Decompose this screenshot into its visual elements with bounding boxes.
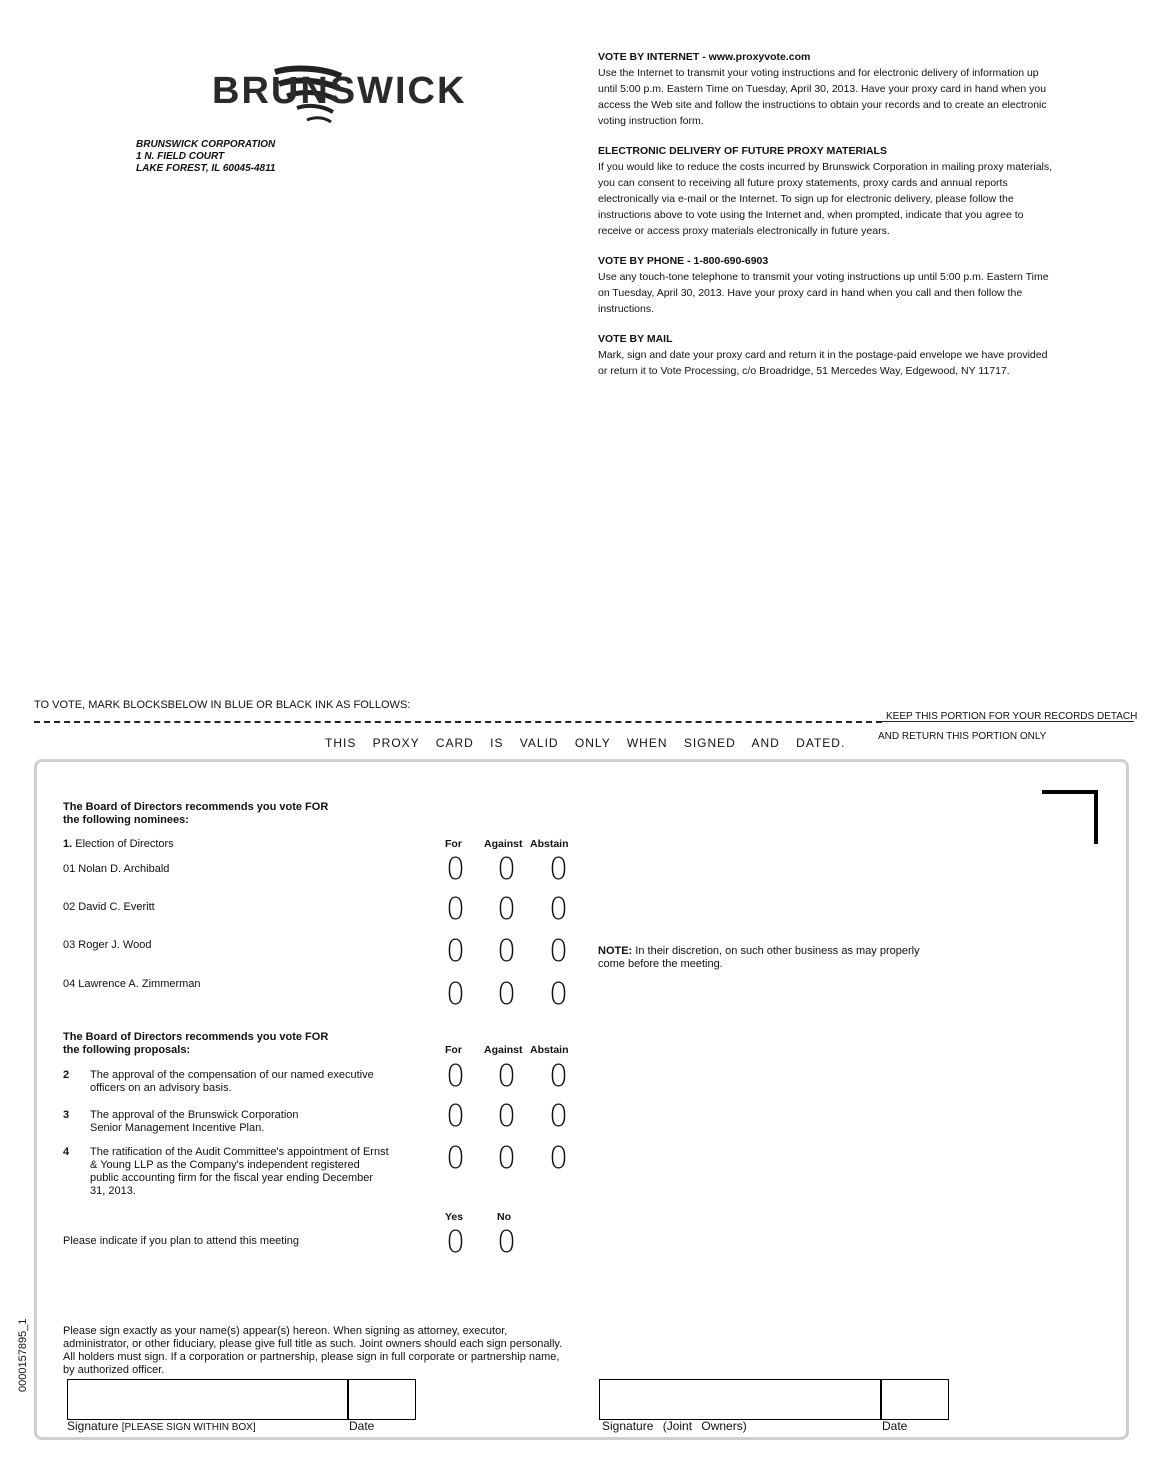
proposal-4-for-circle[interactable]: 0 bbox=[446, 1141, 466, 1176]
proposal-3-number: 3 bbox=[63, 1109, 70, 1121]
proposal-3-abstain-circle[interactable]: 0 bbox=[549, 1099, 569, 1134]
col-against-proposals: Against bbox=[484, 1044, 523, 1056]
nominee-1-against-circle[interactable]: 0 bbox=[497, 852, 517, 887]
vote-phone-section: VOTE BY PHONE - 1-800-690-6903 Use any touch-tone telephone to transmit your voting instructions up until 5:00 p.m. Eastern Time on Tuesday, April 30, 2013. Have your proxy card in hand when you call and then follow the instructions. bbox=[598, 255, 1049, 315]
nominee-2: 02 David C. Everitt bbox=[63, 901, 155, 913]
col-yes: Yes bbox=[445, 1211, 464, 1223]
detach-line bbox=[34, 721, 882, 723]
nominee-3-for-circle[interactable]: 0 bbox=[446, 934, 466, 969]
nominee-3-abstain-circle[interactable]: 0 bbox=[549, 934, 569, 969]
sign-instructions: Please sign exactly as your name(s) appear(s) hereon. When signing as attorney, executor, administrator, or other fiduciary, please give full title as such. Joint owners should each sign personally. All holders must sign. If a corporation or partnership, please sign in full corporate or partnership name, by authorized officer. bbox=[63, 1325, 563, 1376]
control-number: 0000157895_1 bbox=[17, 1318, 29, 1392]
col-no: No bbox=[497, 1211, 511, 1223]
vote-instructions bbox=[598, 49, 1058, 393]
date-box[interactable] bbox=[347, 1379, 416, 1420]
col-against: Against bbox=[484, 838, 523, 850]
signature-box[interactable] bbox=[67, 1379, 349, 1420]
col-for: For bbox=[445, 838, 462, 850]
nominee-3-against-circle[interactable]: 0 bbox=[497, 934, 517, 969]
nominee-3: 03 Roger J. Wood bbox=[63, 939, 152, 951]
date-label: Date bbox=[349, 1419, 375, 1433]
proposal-4-abstain-circle[interactable]: 0 bbox=[549, 1141, 569, 1176]
col-abstain: Abstain bbox=[530, 838, 569, 850]
nominee-1-for-circle[interactable]: 0 bbox=[446, 852, 466, 887]
nominee-4-abstain-circle[interactable]: 0 bbox=[549, 977, 569, 1012]
electronic-delivery-section: ELECTRONIC DELIVERY OF FUTURE PROXY MATERIALS If you would like to reduce the costs incurred by Brunswick Corporation in mailing proxy materials, you can consent to receiving all future proxy statements, proxy cards and annual reports electronically via e-mail or the Internet. To sign up for electronic delivery, please follow the instructions above to vote using the Internet and, when prompted, indicate that you agree to receive or access proxy materials electronically in future years. bbox=[598, 145, 1053, 237]
proposal-3-text: The approval of the Brunswick Corporation Senior Management Incentive Plan. bbox=[90, 1109, 299, 1134]
col-for-proposals: For bbox=[445, 1044, 462, 1056]
proposal-3-for-circle[interactable]: 0 bbox=[446, 1099, 466, 1134]
valid-notice: THIS PROXY CARD IS VALID ONLY WHEN SIGNED AND DATED. bbox=[325, 736, 846, 750]
nominee-4: 04 Lawrence A. Zimmerman bbox=[63, 978, 201, 990]
proposals-heading: The Board of Directors recommends you vote FOR the following proposals: bbox=[63, 1031, 329, 1056]
attend-yes-circle[interactable]: 0 bbox=[446, 1225, 466, 1260]
to-vote-instruction: TO VOTE, MARK BLOCKSBELOW IN BLUE OR BLACK INK AS FOLLOWS: bbox=[34, 699, 411, 711]
joint-date-label: Date bbox=[882, 1419, 908, 1433]
keep-portion-text: KEEP THIS PORTION FOR YOUR RECORDS DETACH bbox=[886, 711, 1138, 722]
company-logo-text: BRUNSWICK bbox=[212, 70, 467, 112]
nominee-1-abstain-circle[interactable]: 0 bbox=[549, 852, 569, 887]
attend-no-circle[interactable]: 0 bbox=[497, 1225, 517, 1260]
col-abstain-proposals: Abstain bbox=[530, 1044, 569, 1056]
joint-date-box[interactable] bbox=[880, 1379, 949, 1420]
nominees-heading: The Board of Directors recommends you vote FOR the following nominees: bbox=[63, 801, 329, 826]
signature-label: Signature [PLEASE SIGN WITHIN BOX] bbox=[67, 1419, 256, 1433]
proposal-4-against-circle[interactable]: 0 bbox=[497, 1141, 517, 1176]
proposal-3-against-circle[interactable]: 0 bbox=[497, 1099, 517, 1134]
return-portion-text: AND RETURN THIS PORTION ONLY bbox=[878, 731, 1047, 742]
corner-mark-icon bbox=[1042, 790, 1098, 844]
company-address: BRUNSWICK CORPORATION 1 N. FIELD COURT LAKE FOREST, IL 60045-4811 bbox=[136, 139, 276, 174]
vote-mail-section: VOTE BY MAIL Mark, sign and date your proxy card and return it in the postage-paid envelope we have provided or return it to Vote Processing, c/o Broadridge, 51 Mercedes Way, Edgewood, NY 11717. bbox=[598, 333, 1048, 377]
nominee-4-against-circle[interactable]: 0 bbox=[497, 977, 517, 1012]
nominee-1: 01 Nolan D. Archibald bbox=[63, 863, 170, 875]
note: NOTE: In their discretion, on such other business as may properly come before the meeting. bbox=[598, 945, 920, 970]
proposal-2-abstain-circle[interactable]: 0 bbox=[549, 1059, 569, 1094]
proposal-2-number: 2 bbox=[63, 1069, 70, 1081]
proposal-4-text: The ratification of the Audit Committee's appointment of Ernst & Young LLP as the Company's independent registered public accounting firm for the fiscal year ending December 31, 2013. bbox=[90, 1146, 389, 1197]
nominee-2-for-circle[interactable]: 0 bbox=[446, 892, 466, 927]
vote-internet-section: VOTE BY INTERNET - www.proxyvote.com Use the Internet to transmit your voting instructions and for electronic delivery of information up until 5:00 p.m. Eastern Time on Tuesday, April 30, 2013. Have your proxy card in hand when you access the Web site and follow the instructions to obtain your records and to create an electronic voting instruction form. bbox=[598, 51, 1047, 127]
joint-signature-box[interactable] bbox=[599, 1379, 882, 1420]
nominee-2-abstain-circle[interactable]: 0 bbox=[549, 892, 569, 927]
nominee-2-against-circle[interactable]: 0 bbox=[497, 892, 517, 927]
joint-signature-label: Signature (Joint Owners) bbox=[602, 1419, 747, 1433]
attend-label: Please indicate if you plan to attend this meeting bbox=[63, 1235, 300, 1247]
nominee-4-for-circle[interactable]: 0 bbox=[446, 977, 466, 1012]
proposal-2-against-circle[interactable]: 0 bbox=[497, 1059, 517, 1094]
proposal-2-for-circle[interactable]: 0 bbox=[446, 1059, 466, 1094]
proposal-4-number: 4 bbox=[63, 1146, 70, 1158]
proposal-2-text: The approval of the compensation of our named executive officers on an advisory basis. bbox=[90, 1069, 374, 1094]
election-heading: 1. Election of Directors bbox=[63, 838, 174, 850]
